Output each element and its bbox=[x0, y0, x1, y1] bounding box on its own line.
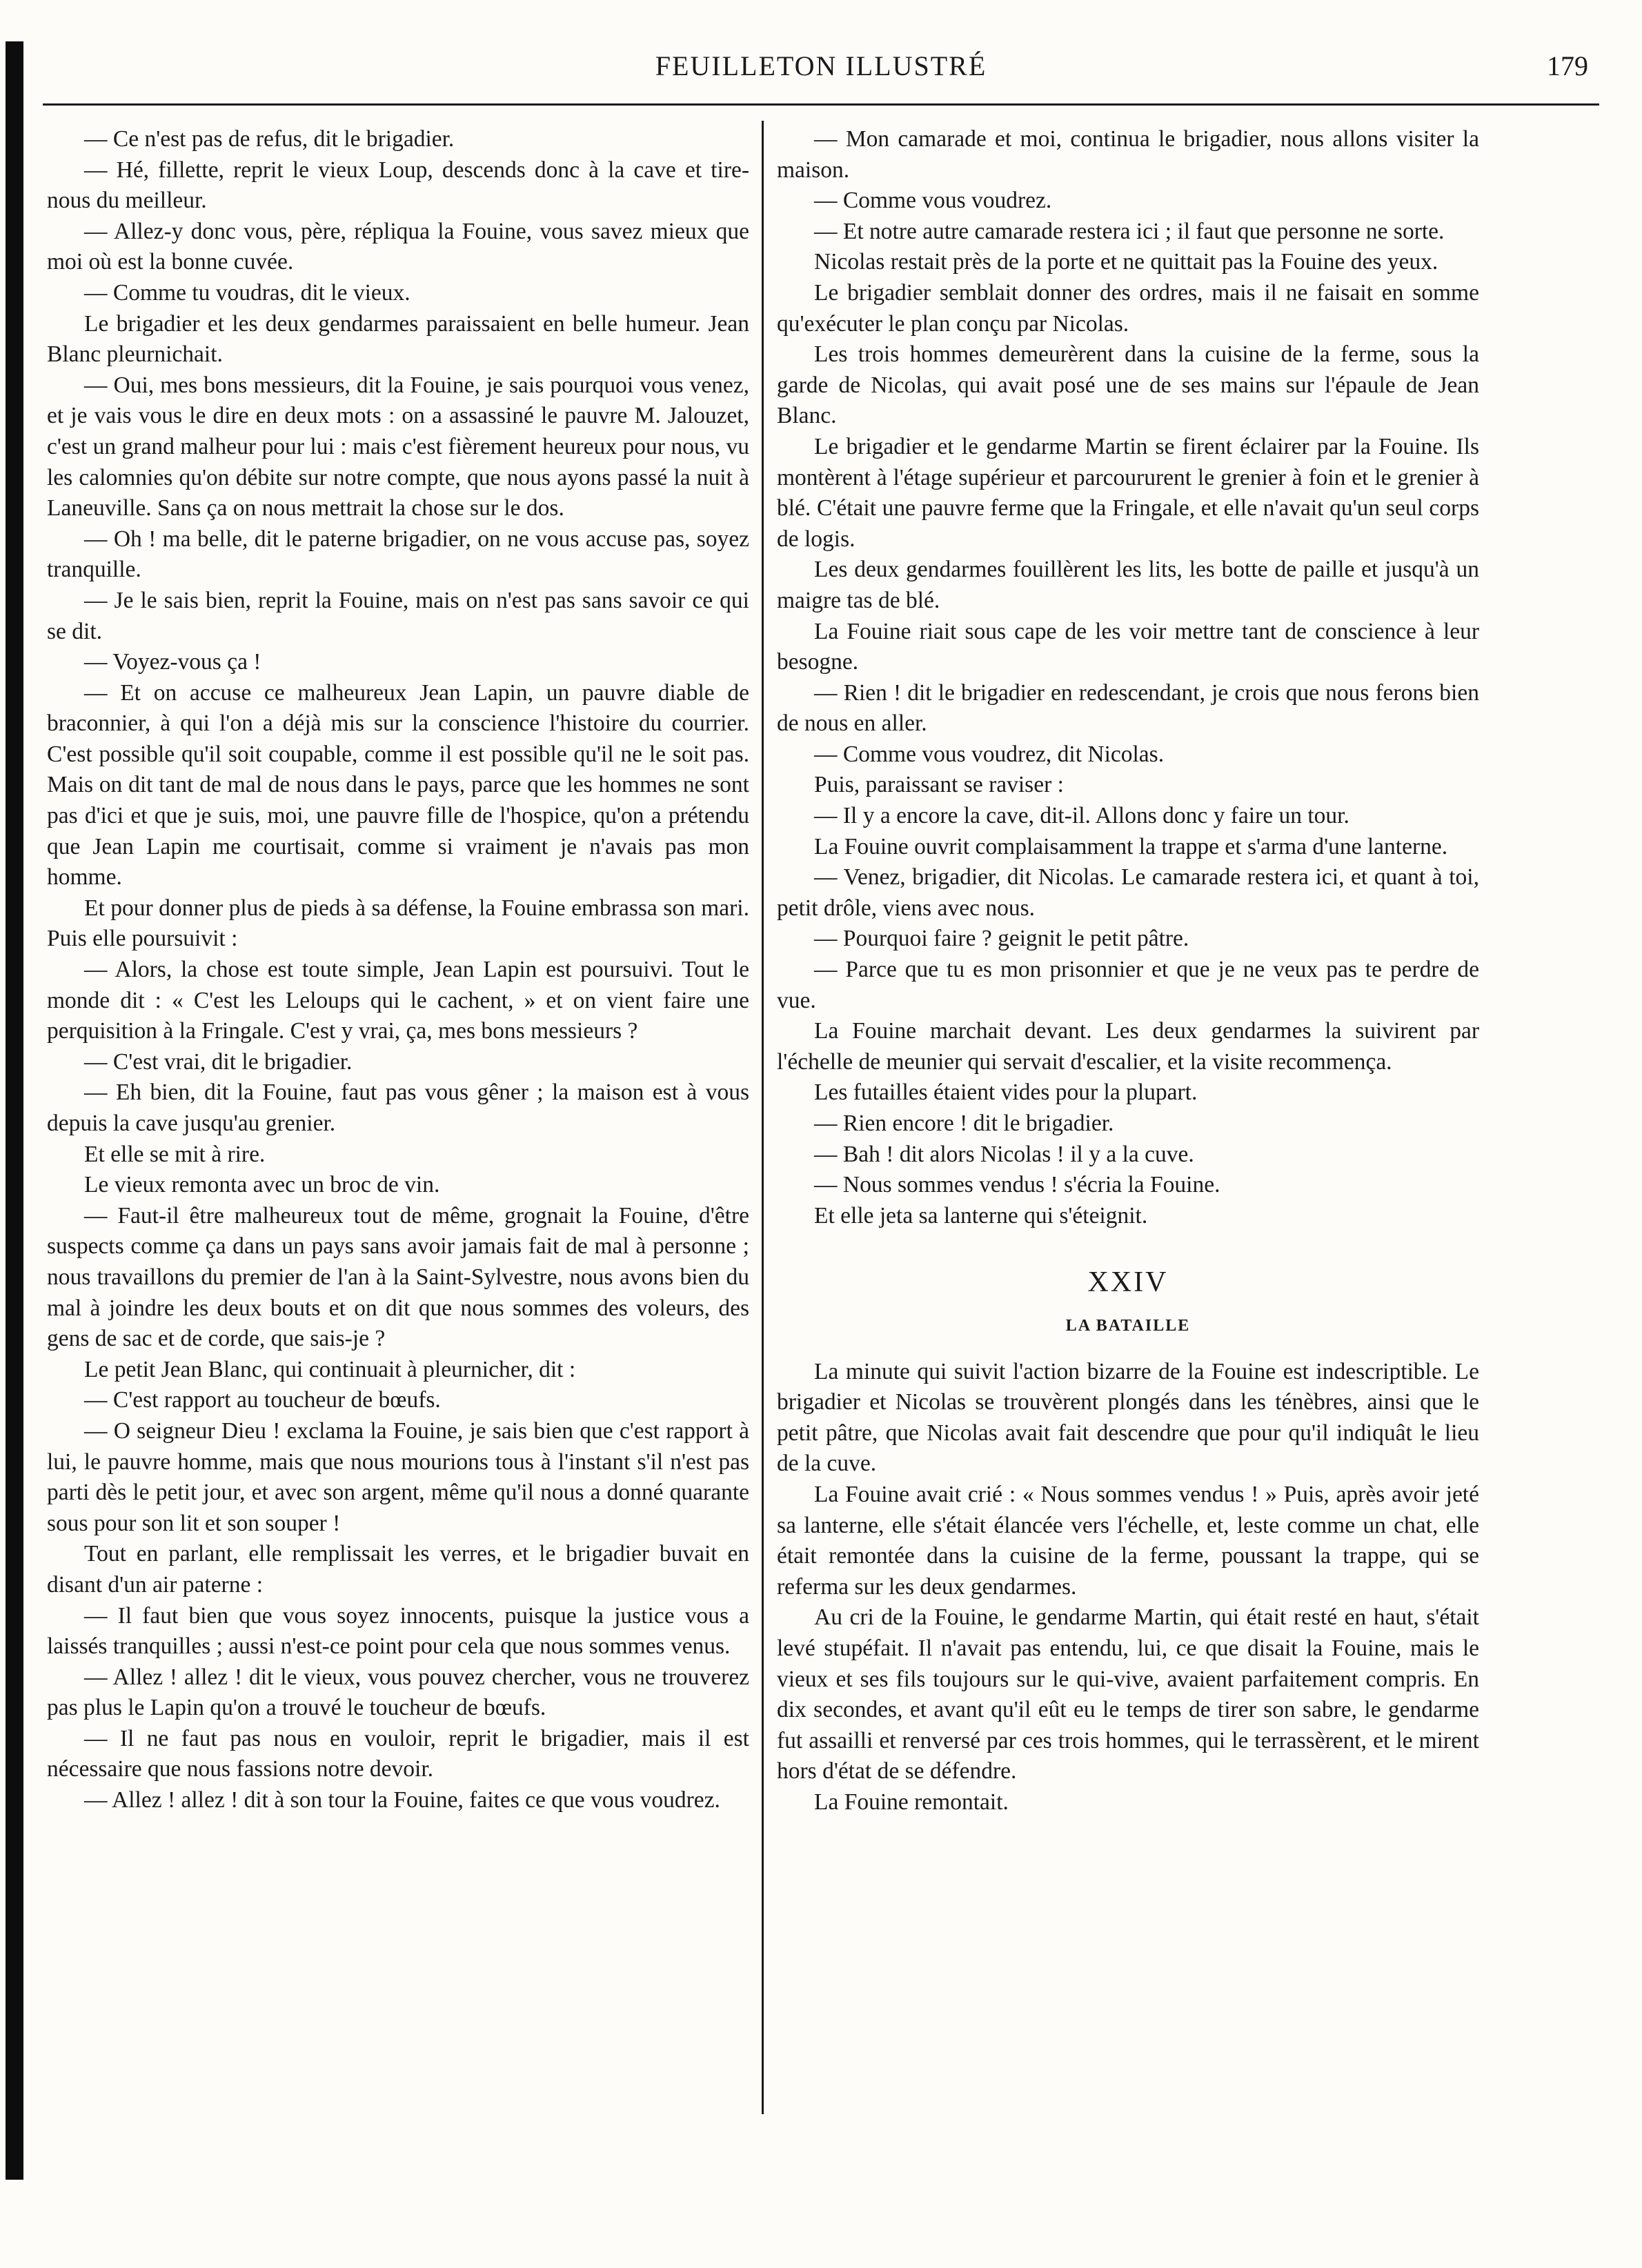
paragraph: — Bah ! dit alors Nicolas ! il y a la cuve. bbox=[814, 1141, 1194, 1167]
paragraph: — Oui, mes bons messieurs, dit la Fouine, je sais pourquoi vous venez, et je vais vous le dire en deux mots : on a assassiné le pauvre M. Jalouzet, c'est un grand malheur pour lui : mais c'est fièrement heureux pour nous, vu les calomnies qu'on débite sur notre compte, que nous ayons passé la nuit à Laneuville. Sans ça on nous mettrait la chose sur le dos. bbox=[47, 372, 749, 521]
paragraph: — Hé, fillette, reprit le vieux Loup, descends donc à la cave et tire-nous du meilleur. bbox=[47, 157, 749, 214]
paragraph: La Fouine ouvrit complaisamment la trappe et s'arma d'une lanterne. bbox=[814, 833, 1448, 859]
running-title: FEUILLETON ILLUSTRÉ bbox=[655, 50, 987, 81]
left-column bbox=[47, 124, 749, 1816]
paragraph: — Allez-y donc vous, père, répliqua la Fouine, vous savez mieux que moi où est la bonne cuvée. bbox=[47, 218, 749, 275]
paragraph: Puis, paraissant se raviser : bbox=[814, 772, 1064, 798]
paragraph: Tout en parlant, elle remplissait les verres, et le brigadier buvait en disant d'un air paterne : bbox=[47, 1541, 749, 1598]
paragraph: Le vieux remonta avec un broc de vin. bbox=[84, 1172, 440, 1198]
right-column-text-after-chapter bbox=[777, 1357, 1479, 1818]
column-divider bbox=[762, 121, 764, 2114]
right-column-text-before-chapter bbox=[777, 124, 1479, 1231]
binding-edge bbox=[6, 41, 23, 2180]
paragraph: — Comme vous voudrez, dit Nicolas. bbox=[814, 741, 1165, 767]
paragraph: Le brigadier et le gendarme Martin se firent éclairer par la Fouine. Ils montèrent à l'étage supérieur et parcoururent le grenier à foin et le grenier à blé. C'était une pauvre ferme que la Fringale, et elle n'avait qu'un seul corps de logis. bbox=[777, 433, 1479, 552]
paragraph: — Faut-il être malheureux tout de même, grognait la Fouine, d'être suspects comme ça dans un pays sans avoir jamais fait de mal à personne ; nous travaillons du premier de l'an à la Saint-Sylvestre, nous avons bien du mal à joindre les deux bouts et on dit que nous sommes des voleurs, des gens de sac et de corde, que sais-je ? bbox=[47, 1202, 749, 1352]
paragraph: — Il ne faut pas nous en vouloir, reprit le brigadier, mais il est nécessaire que nous fassions notre devoir. bbox=[47, 1725, 749, 1782]
paragraph: Nicolas restait près de la porte et ne quittait pas la Fouine des yeux. bbox=[814, 249, 1438, 275]
paragraph: — Et on accuse ce malheureux Jean Lapin, un pauvre diable de braconnier, à qui l'on a déjà mis sur la conscience l'histoire du courrier. C'est possible qu'il soit coupable, comme il est possible qu'il ne le soit pas. Mais on dit tant de mal de nous dans le pays, parce que les hommes ne sont pas d'ici et que je suis, moi, une pauvre fille de l'hospice, qu'on a prétendu que Jean Lapin me courtisait, comme si vraiment je n'avais pas mon homme. bbox=[47, 679, 749, 891]
paragraph: — Je le sais bien, reprit la Fouine, mais on n'est pas sans savoir ce qui se dit. bbox=[47, 587, 749, 644]
paragraph: — Alors, la chose est toute simple, Jean Lapin est poursuivi. Tout le monde dit : « C'est les Leloups qui le cachent, » et on vient faire une perquisition à la Fringale. C'est y vrai, ça, mes bons messieurs ? bbox=[47, 957, 749, 1044]
paragraph: — O seigneur Dieu ! exclama la Fouine, je sais bien que c'est rapport à lui, le pauvre homme, mais que nous mourions tous à l'instant s'il n'est pas parti dès le petit jour, et avec son argent, même qu'il nous a donné quarante sous pour son lit et son souper ! bbox=[47, 1418, 749, 1536]
paragraph: — C'est vrai, dit le brigadier. bbox=[84, 1048, 353, 1075]
paragraph: — Il y a encore la cave, dit-il. Allons donc y faire un tour. bbox=[814, 803, 1349, 829]
paragraph: — Parce que tu es mon prisonnier et que je ne veux pas te perdre de vue. bbox=[777, 957, 1479, 1013]
paragraph: Au cri de la Fouine, le gendarme Martin, qui était resté en haut, s'était levé stupéfait. Il n'avait pas entendu, lui, ce que disait la Fouine, mais le vieux et ses fils toujours sur le qui-vive, avaient parfaitement compris. En dix secondes, et avant qu'il eût eu le temps de tirer son sabre, le gendarme fut assailli et renversé par ces trois hommes, qui le terrassèrent, et le mirent hors d'état de se défendre. bbox=[777, 1604, 1479, 1784]
paragraph: — Pourquoi faire ? geignit le petit pâtre. bbox=[814, 926, 1189, 952]
paragraph: — Rien ! dit le brigadier en redescendant, je crois que nous ferons bien de nous en aller. bbox=[777, 679, 1479, 737]
paragraph: La minute qui suivit l'action bizarre de la Fouine est indescriptible. Le brigadier et Nicolas se trouvèrent plongés dans les ténèbres, ainsi que le petit pâtre, que Nicolas avait fait descendre que pour qu'il indiquât le lieu de la cuve. bbox=[777, 1358, 1479, 1477]
paragraph: — Eh bien, dit la Fouine, faut pas vous gêner ; la maison est à vous depuis la cave jusqu'au grenier. bbox=[47, 1080, 749, 1136]
paragraph: Les trois hommes demeurèrent dans la cuisine de la ferme, sous la garde de Nicolas, qui avait posé une de ses mains sur l'épaule de Jean Blanc. bbox=[777, 341, 1479, 429]
paragraph: — Comme tu voudras, dit le vieux. bbox=[84, 279, 410, 306]
paragraph: — Comme vous voudrez. bbox=[814, 188, 1052, 214]
paragraph: Et pour donner plus de pieds à sa défense, la Fouine embrassa son mari. Puis elle poursuivit : bbox=[47, 895, 749, 952]
paragraph: La Fouine marchait devant. Les deux gendarmes la suivirent par l'échelle de meunier qui servait d'escalier, et la visite recommença. bbox=[777, 1018, 1479, 1075]
paragraph: Et elle jeta sa lanterne qui s'éteignit. bbox=[814, 1202, 1148, 1228]
paragraph: — C'est rapport au toucheur de bœufs. bbox=[84, 1387, 441, 1413]
paragraph: — Venez, brigadier, dit Nicolas. Le camarade restera ici, et quant à toi, petit drôle, viens avec nous. bbox=[777, 864, 1479, 921]
paragraph: — Voyez-vous ça ! bbox=[84, 649, 261, 675]
paragraph: Les deux gendarmes fouillèrent les lits, les botte de paille et jusqu'à un maigre tas de blé. bbox=[777, 557, 1479, 613]
right-column bbox=[777, 124, 1479, 1818]
paragraph: La Fouine avait crié : « Nous sommes vendus ! » Puis, après avoir jeté sa lanterne, elle s'était élancée vers l'échelle, et, leste comme un chat, elle était remontée dans la cuisine de la ferme, poussant la trappe, qui se referma sur les deux gendarmes. bbox=[777, 1481, 1479, 1600]
page-header bbox=[41, 43, 1601, 91]
paragraph: La Fouine riait sous cape de les voir mettre tant de conscience à leur besogne. bbox=[777, 618, 1479, 675]
paragraph: Le brigadier et les deux gendarmes paraissaient en belle humeur. Jean Blanc pleurnichait. bbox=[47, 310, 749, 368]
paragraph: Les futailles étaient vides pour la plupart. bbox=[814, 1080, 1198, 1106]
chapter-title: LA BATAILLE bbox=[1065, 1316, 1191, 1335]
paragraph: — Et notre autre camarade restera ici ; il faut que personne ne sorte. bbox=[814, 218, 1445, 244]
paragraph: Et elle se mit à rire. bbox=[84, 1141, 266, 1167]
chapter-number: XXIV bbox=[1087, 1266, 1169, 1299]
paragraph: — Rien encore ! dit le brigadier. bbox=[814, 1111, 1114, 1136]
paragraph: — Ce n'est pas de refus, dit le brigadier. bbox=[84, 126, 455, 152]
paragraph: — Allez ! allez ! dit le vieux, vous pouvez chercher, vous ne trouverez pas plus le Lapin qu'on a trouvé le toucheur de bœufs. bbox=[47, 1664, 749, 1721]
paragraph: — Allez ! allez ! dit à son tour la Fouine, faites ce que vous voudrez. bbox=[84, 1787, 720, 1813]
paragraph: Le brigadier semblait donner des ordres, mais il ne faisait en somme qu'exécuter le plan conçu par Nicolas. bbox=[777, 279, 1479, 337]
paragraph: — Oh ! ma belle, dit le paterne brigadier, on ne vous accuse pas, soyez tranquille. bbox=[47, 526, 749, 583]
paragraph: — Nous sommes vendus ! s'écria la Fouine. bbox=[814, 1172, 1220, 1198]
paragraph: La Fouine remontait. bbox=[814, 1789, 1009, 1815]
paragraph: — Mon camarade et moi, continua le brigadier, nous allons visiter la maison. bbox=[777, 126, 1479, 183]
paragraph: — Il faut bien que vous soyez innocents, puisque la justice vous a laissés tranquilles ; aussi n'est-ce point pour cela que nous sommes venus. bbox=[47, 1602, 749, 1660]
paragraph: Le petit Jean Blanc, qui continuait à pleurnicher, dit : bbox=[84, 1356, 576, 1382]
page-number: 179 bbox=[1547, 50, 1588, 81]
header-rule bbox=[43, 103, 1599, 106]
